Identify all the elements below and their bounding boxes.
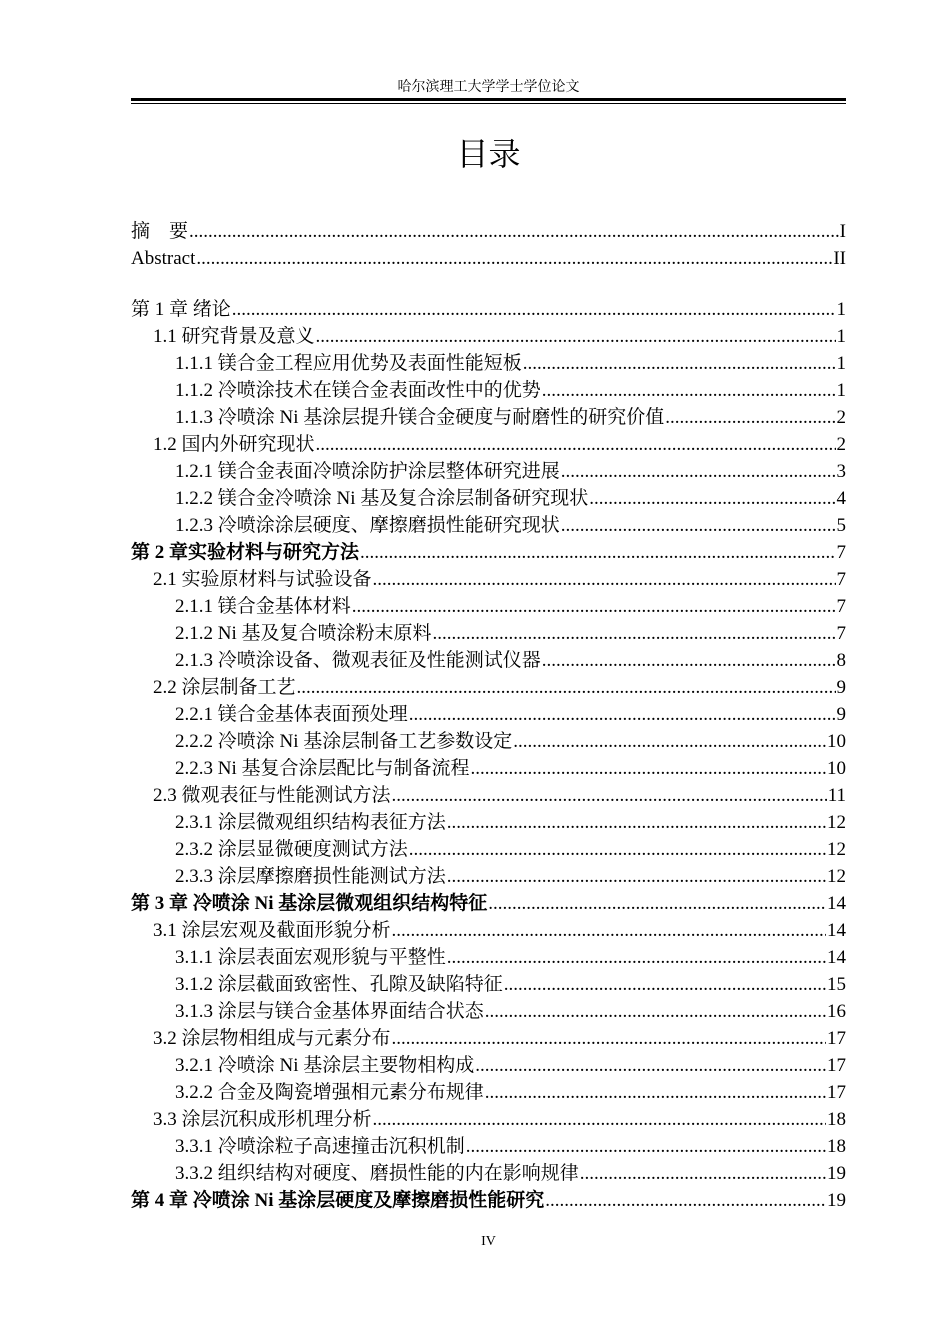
toc-entry-label: 第 3 章 冷喷涂 Ni 基涂层微观组织结构特征 [131,893,488,914]
toc-entry-label: 2.3.2 涂层显微硬度测试方法 [175,839,408,860]
toc-entry-label: Abstract [131,248,196,269]
toc-entry-page: 11 [827,785,846,806]
toc-entry[interactable] [131,218,846,245]
toc-dot-leader [447,863,826,890]
toc-entry-label: 第 1 章 绪论 [131,299,231,320]
toc-entry-page: I [839,221,846,242]
toc-entry-label: 2.3.1 涂层微观组织结构表征方法 [175,812,446,833]
toc-entry-label: 3.1.1 涂层表面宏观形貌与平整性 [175,947,446,968]
toc-dot-leader [360,539,835,566]
running-header: 哈尔滨理工大学学士学位论文 [397,80,580,95]
toc-entry-page: 1 [836,326,846,347]
toc-dot-leader [485,1079,826,1106]
toc-entry[interactable] [131,1133,846,1160]
toc-dot-leader [580,1160,826,1187]
toc-entry-page: 19 [827,1163,846,1184]
toc-entry-page: 18 [827,1136,846,1157]
toc-dot-leader [513,728,826,755]
toc-dot-leader [196,245,832,272]
toc-entry-label: 摘 要 [131,221,189,242]
toc-entry-label: 2.2 涂层制备工艺 [153,677,296,698]
toc-entry-label: 2.1.2 Ni 基及复合喷涂粉末原料 [175,623,432,644]
toc-entry-page: 12 [827,866,846,887]
toc-entry[interactable] [131,566,846,593]
toc-entry-label: 1.2 国内外研究现状 [153,434,315,455]
toc-entry[interactable] [131,485,846,512]
toc-entry-page: 12 [827,812,846,833]
toc-dot-leader [232,296,836,323]
toc-dot-leader [542,647,836,674]
toc-dot-leader [392,917,826,944]
toc-dot-leader [409,701,836,728]
toc-dot-leader [471,755,826,782]
toc-dot-leader [392,782,827,809]
toc-dot-leader [189,218,839,245]
toc-entry[interactable] [131,971,846,998]
toc-entry-label: 3.1.3 涂层与镁合金基体界面结合状态 [175,1001,484,1022]
toc-entry-label: 3.3 涂层沉积成形机理分析 [153,1109,372,1130]
toc-entry[interactable] [131,1187,846,1214]
toc-entry[interactable] [131,755,846,782]
toc-entry-label: 3.2 涂层物相组成与元素分布 [153,1028,391,1049]
toc-entry[interactable] [131,701,846,728]
toc-entry[interactable] [131,350,846,377]
toc-entry-page: 12 [827,839,846,860]
toc-entry[interactable] [131,593,846,620]
page-title: 目录 [456,135,521,173]
toc-entry-label: 2.1.1 镁合金基体材料 [175,596,351,617]
toc-entry[interactable] [131,998,846,1025]
toc-entry-page: 14 [827,947,846,968]
toc-dot-leader [373,1106,826,1133]
toc-entry-label: 2.1.3 冷喷涂设备、微观表征及性能测试仪器 [175,650,541,671]
toc-entry-page: 1 [836,380,846,401]
toc-entry-page: 4 [836,488,846,509]
toc-entry-label: 2.3 微观表征与性能测试方法 [153,785,391,806]
toc-entry[interactable] [131,458,846,485]
toc-entry-page: 1 [836,299,846,320]
toc-entry[interactable] [131,377,846,404]
toc-entry-page: 7 [836,623,846,644]
toc-entry[interactable] [131,917,846,944]
toc-dot-leader [589,485,835,512]
toc-entry-page: 14 [827,920,846,941]
toc-dot-leader [523,350,836,377]
toc-entry[interactable] [131,863,846,890]
toc-dot-leader [352,593,836,620]
toc-entry-page: 15 [827,974,846,995]
toc-entry[interactable] [131,890,846,917]
toc-entry-label: 3.1.2 涂层截面致密性、孔隙及缺陷特征 [175,974,503,995]
toc-dot-leader [504,971,826,998]
toc-entry[interactable] [131,512,846,539]
toc-entry-page: 7 [836,569,846,590]
toc-entry-page: 8 [836,650,846,671]
toc-entry-page: 19 [827,1190,846,1211]
toc-entry[interactable] [131,1052,846,1079]
toc-entry[interactable] [131,728,846,755]
toc-entry-label: 第 2 章实验材料与研究方法 [131,542,360,563]
toc-entry-label: 2.1 实验原材料与试验设备 [153,569,372,590]
header-rule-thick [131,98,846,101]
toc-dot-leader [392,1025,826,1052]
toc-entry[interactable] [131,809,846,836]
toc-entry[interactable] [131,323,846,350]
toc-entry[interactable] [131,296,846,323]
toc-entry-label: 第 4 章 冷喷涂 Ni 基涂层硬度及摩擦磨损性能研究 [131,1190,545,1211]
toc-entry-page: 10 [827,758,846,779]
toc-dot-leader [561,458,836,485]
toc-entry-label: 1.2.2 镁合金冷喷涂 Ni 基及复合涂层制备研究现状 [175,488,589,509]
page-number: IV [481,1234,496,1249]
toc-entry-page: 17 [827,1082,846,1103]
toc-dot-leader [409,836,826,863]
toc-dot-leader [545,1187,826,1214]
toc-dot-leader [297,674,836,701]
toc-entry-page: 9 [836,704,846,725]
toc-entry-label: 3.2.2 合金及陶瓷增强相元素分布规律 [175,1082,484,1103]
toc-dot-leader [542,377,836,404]
toc-dot-leader [447,944,826,971]
toc-entry-page: 7 [836,596,846,617]
toc-entry-label: 3.1 涂层宏观及截面形貌分析 [153,920,391,941]
toc-entry[interactable] [131,404,846,431]
toc-entry-label: 1.2.3 冷喷涂涂层硬度、摩擦磨损性能研究现状 [175,515,560,536]
toc-entry-page: 3 [836,461,846,482]
toc-entry[interactable] [131,539,846,566]
toc-entry-page: 10 [827,731,846,752]
toc-entry-label: 2.2.3 Ni 基复合涂层配比与制备流程 [175,758,470,779]
toc-entry-label: 3.3.2 组织结构对硬度、磨损性能的内在影响规律 [175,1163,579,1184]
toc-entry-label: 1.1 研究背景及意义 [153,326,315,347]
toc-dot-leader [316,323,836,350]
toc-dot-leader [488,890,826,917]
toc-entry-page: 16 [827,1001,846,1022]
toc-entry-label: 2.3.3 涂层摩擦磨损性能测试方法 [175,866,446,887]
header-rule-thin [131,103,846,104]
toc-dot-leader [475,1052,826,1079]
toc-entry[interactable] [131,1025,846,1052]
toc-entry[interactable] [131,1079,846,1106]
toc-dot-leader [561,512,836,539]
toc-entry-page: 7 [836,542,846,563]
toc-entry-label: 3.3.1 冷喷涂粒子高速撞击沉积机制 [175,1136,465,1157]
toc-entry-page: 2 [836,434,846,455]
toc-entry[interactable] [131,1106,846,1133]
toc-entry[interactable] [131,944,846,971]
toc-entry[interactable] [131,245,846,272]
table-of-contents [131,218,846,1214]
toc-entry-page: 18 [827,1109,846,1130]
toc-dot-leader [665,404,835,431]
toc-entry[interactable] [131,620,846,647]
toc-dot-leader [447,809,826,836]
toc-dot-leader [373,566,836,593]
toc-dot-leader [433,620,836,647]
toc-entry[interactable] [131,1160,846,1187]
toc-dot-leader [485,998,826,1025]
toc-dot-leader [466,1133,826,1160]
toc-entry[interactable] [131,782,846,809]
toc-entry-page: 17 [827,1028,846,1049]
toc-entry-label: 1.1.2 冷喷涂技术在镁合金表面改性中的优势 [175,380,541,401]
toc-entry-label: 1.2.1 镁合金表面冷喷涂防护涂层整体研究进展 [175,461,560,482]
toc-entry[interactable] [131,647,846,674]
toc-entry-page: 1 [836,353,846,374]
toc-entry-label: 3.2.1 冷喷涂 Ni 基涂层主要物相构成 [175,1055,475,1076]
toc-entry-page: 14 [827,893,846,914]
toc-spacer [131,272,846,296]
toc-entry[interactable] [131,431,846,458]
toc-entry-page: 2 [836,407,846,428]
toc-entry-label: 1.1.1 镁合金工程应用优势及表面性能短板 [175,353,522,374]
toc-entry-label: 2.2.1 镁合金基体表面预处理 [175,704,408,725]
toc-entry[interactable] [131,836,846,863]
toc-entry[interactable] [131,674,846,701]
toc-dot-leader [316,431,836,458]
toc-entry-page: 9 [836,677,846,698]
toc-entry-page: 5 [836,515,846,536]
toc-entry-page: II [833,248,846,269]
toc-entry-label: 2.2.2 冷喷涂 Ni 基涂层制备工艺参数设定 [175,731,513,752]
toc-entry-label: 1.1.3 冷喷涂 Ni 基涂层提升镁合金硬度与耐磨性的研究价值 [175,407,665,428]
toc-entry-page: 17 [827,1055,846,1076]
